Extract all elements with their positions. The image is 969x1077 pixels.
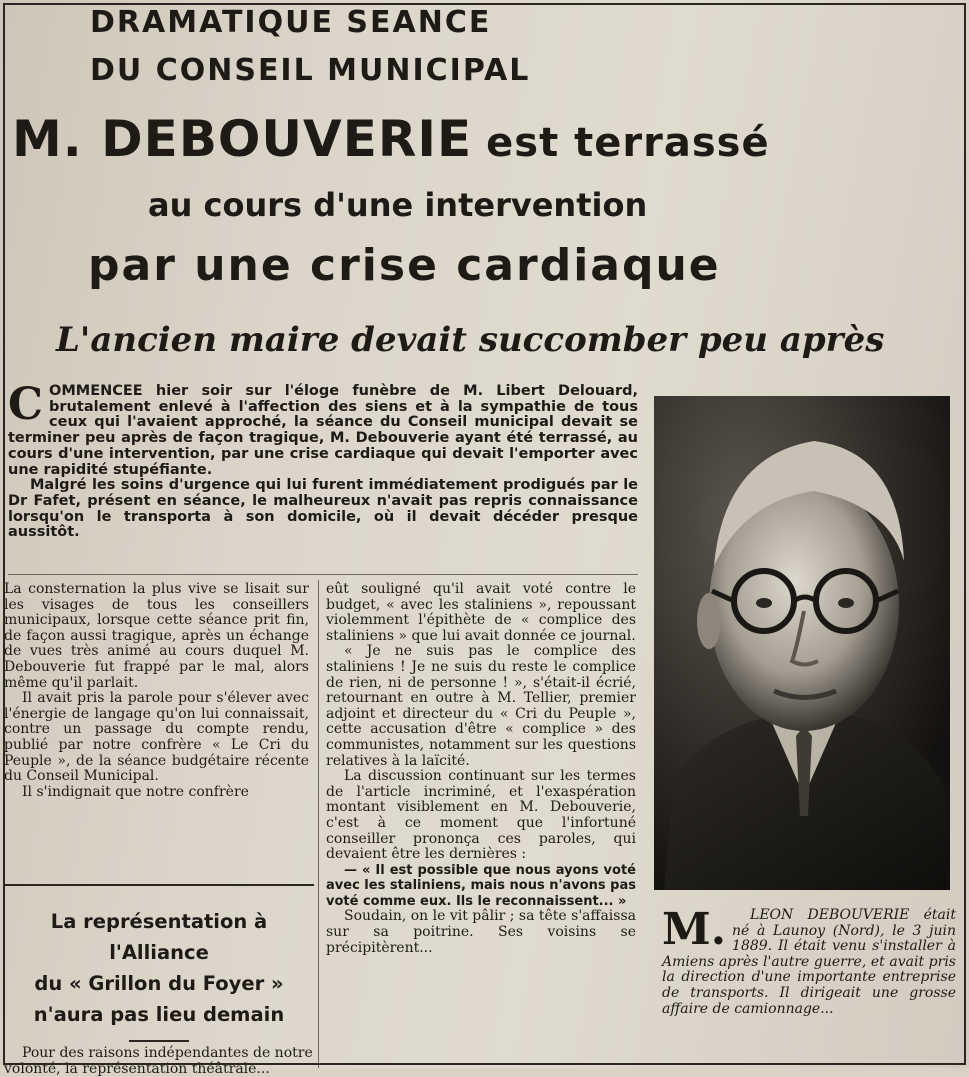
notice-headline-line-2: du « Grillon du Foyer » xyxy=(34,972,284,995)
quote-paragraph: — « Il est possible que nous ayons voté avec les staliniens, mais nous n'avons pas voté comme eux. Ils le reconnaissent... » xyxy=(326,862,636,909)
portrait-illustration xyxy=(654,396,950,890)
headline-name: M. DEBOUVERIE xyxy=(12,110,473,168)
deck-line-1: au cours d'une intervention xyxy=(148,186,648,224)
deck-line-2: par une crise cardiaque xyxy=(88,240,721,291)
column-paragraph: Il avait pris la parole pour s'élever avec l'énergie de langage qu'on lui connaissait, contre un passage du compte rendu, publié par notre confrère « Le Cri du Peuple », de la séance budgétaire récente du Conseil Municipal. xyxy=(4,690,309,785)
caption-text: LEON DEBOUVERIE était né à Launoy (Nord), le 3 juin 1889. Il était venu s'installer à Amiens après l'autre guerre, et avait pris la direction d'une importante entreprise de transports. Il dirigeait une grosse affaire de camionnage... xyxy=(662,907,956,1017)
article-column-2 xyxy=(326,582,636,1068)
notice-headline xyxy=(4,906,314,1030)
alliance-notice-box xyxy=(4,884,314,1077)
notice-headline-line-3: n'aura pas lieu demain xyxy=(33,1003,285,1026)
column-paragraph: La discussion continuant sur les termes de l'article incriminé, et l'exaspération montant visiblement en M. Debouverie, c'est à ce moment que l'infortuné conseiller prononça ces paroles, qui devaient être les dernières : xyxy=(326,768,636,863)
column-paragraph: Soudain, on le vit pâlir ; sa tête s'affaissa sur sa poitrine. Ses voisins se précipitèrent... xyxy=(326,908,637,956)
portrait-photo xyxy=(654,396,950,890)
lead-paragraph-2: Malgré les soins d'urgence qui lui furent immédiatement prodigués par le Dr Fafet, présent en séance, le malheureux n'avait pas repris connaissance lorsqu'on le transporta à son domicile, où il devait décéder presque aussitôt. xyxy=(8,477,638,541)
lead-paragraph-1: OMMENCEE hier soir sur l'éloge funèbre de M. Libert Delouard, brutalement enlevé à l'affection des siens et à la sympathie de tous ceux qui l'avaient approché, la séance du Conseil municipal devait se terminer peu après de façon tragique, M. Debouverie ayant été terrassé, au cours d'une intervention, par une crise cardiaque qui devait l'emporter avec une rapidité stupéfiante. xyxy=(8,383,638,478)
main-headline xyxy=(12,110,952,186)
notice-rule xyxy=(129,1040,189,1042)
obituary-caption xyxy=(662,904,956,1068)
lead-paragraphs xyxy=(8,379,638,541)
column-paragraph: eût souligné qu'il avait voté contre le budget, « avec les staliniens », repoussant violemment l'épithète de « complice des staliniens » que lui avait donnée ce journal. xyxy=(326,581,636,644)
notice-headline-line-1: La représentation à l'Alliance xyxy=(50,910,268,964)
column-rule xyxy=(318,580,319,1068)
column-paragraph: « Je ne suis pas le complice des staliniens ! Je ne suis du reste le complice de rien, ni de personne ! », s'était-il écrié, retournant en outre à M. Tellier, premier adjoint et directeur du « Cri du Peuple », cette accusation d'être « complice » des communistes, notamment sur les questions relatives à la laïcité. xyxy=(326,643,636,769)
drop-cap: C xyxy=(8,379,44,430)
kicker-line-2: DU CONSEIL MUNICIPAL xyxy=(90,53,531,88)
horizontal-rule xyxy=(8,574,638,575)
headline-rest: est terrassé xyxy=(486,120,770,166)
notice-body: Pour des raisons indépendantes de notre volonté, la représentation théâtrale... xyxy=(4,1045,313,1077)
column-paragraph: La consternation la plus vive se lisait sur les visages de tous les conseillers municipaux, lorsque cette séance prit fin, de façon aussi tragique, après un échange de vues très animé au cours duquel M. Debouverie fut frappé par le mal, alors même qu'il parlait. xyxy=(4,581,309,691)
deck-line-3: L'ancien maire devait succomber peu après xyxy=(56,320,885,360)
column-paragraph: Il s'indignait que notre confrère xyxy=(22,783,249,800)
caption-initial: M. xyxy=(662,904,727,955)
article-column-1 xyxy=(4,582,309,882)
kicker-line-1: DRAMATIQUE SEANCE xyxy=(90,5,492,40)
